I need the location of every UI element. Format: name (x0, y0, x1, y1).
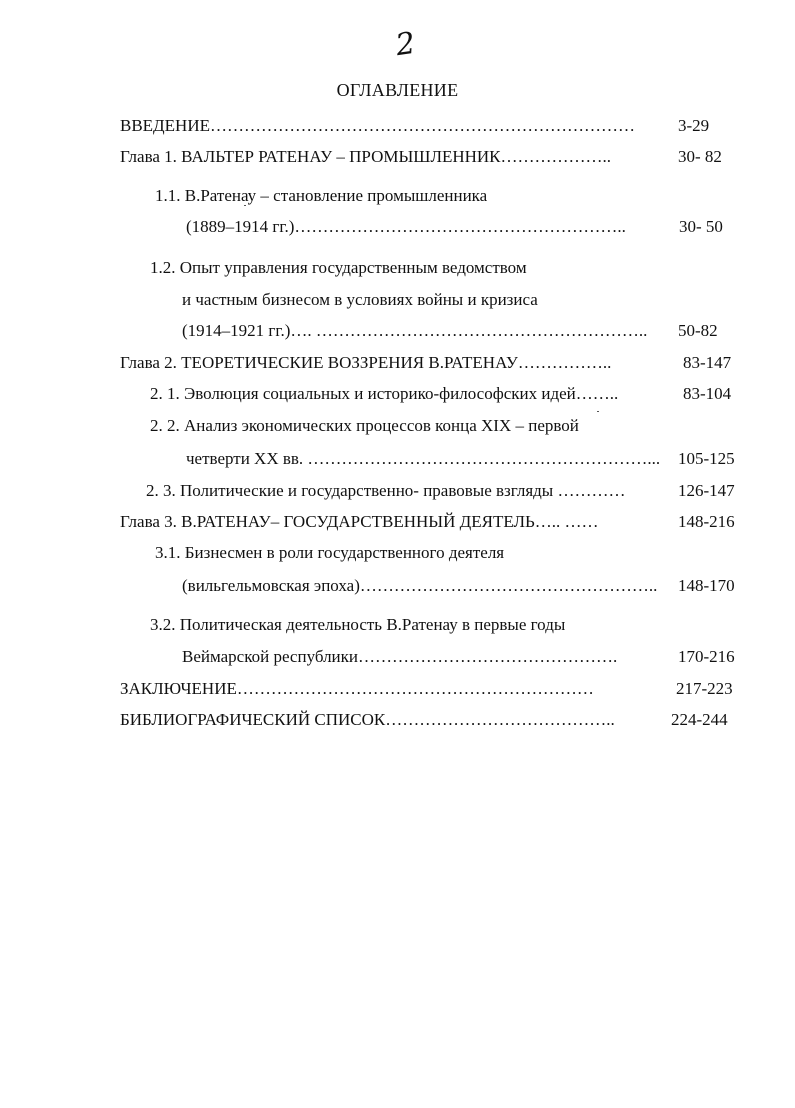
toc-entry-section-1-2-cont: и частным бизнесом в условиях войны и кризиса (182, 290, 538, 309)
toc-pages-section-2-2: 105-125 (678, 449, 735, 468)
toc-entry-section-1-2-cont2: (1914–1921 гг.)…. ………………………………………………….. (182, 321, 648, 340)
toc-pages-section-1-2: 50-82 (678, 321, 718, 340)
page-title: ОГЛАВЛЕНИЕ (336, 80, 459, 100)
toc-pages-chapter-2: 83-147 (683, 353, 732, 372)
toc-pages-chapter-3: 148-216 (678, 512, 735, 531)
toc-entry-section-1-1: 1.1. В.Ратенау – становление промышленника (155, 186, 488, 205)
scan-speck (244, 205, 246, 206)
toc-entry-section-2-2-cont: четверти XX вв. ……………………………………………………... (186, 449, 661, 468)
toc-entry-section-1-2: 1.2. Опыт управления государственным ведомством (150, 258, 527, 277)
toc-pages-section-3-1: 148-170 (678, 576, 735, 595)
toc-pages-section-2-1: 83-104 (683, 384, 732, 403)
toc-entry-intro: ВВЕДЕНИЕ………………………………………………………………… (120, 116, 635, 135)
toc-entry-chapter-3: Глава 3. В.РАТЕНАУ– ГОСУДАРСТВЕННЫЙ ДЕЯТЕЛЬ….. …… (120, 512, 599, 531)
toc-pages-section-3-2: 170-216 (678, 647, 735, 666)
toc-pages-section-1-1: 30- 50 (679, 217, 723, 236)
toc-pages-bibliography: 224-244 (671, 710, 728, 729)
toc-entry-section-2-2: 2. 2. Анализ экономических процессов конца XIX – первой (150, 416, 579, 435)
toc-pages-chapter-1: 30- 82 (678, 147, 722, 166)
toc-entry-section-3-1: 3.1. Бизнесмен в роли государственного деятеля (155, 543, 505, 562)
toc-pages-intro: 3-29 (678, 116, 710, 135)
handwritten-page-number: 2 (393, 25, 418, 64)
toc-entry-chapter-1: Глава 1. ВАЛЬТЕР РАТЕНАУ – ПРОМЫШЛЕННИК……………….. (120, 147, 612, 166)
toc-entry-conclusion: ЗАКЛЮЧЕНИЕ……………………………………………………… (120, 679, 594, 698)
toc-entry-section-2-3: 2. 3. Политические и государственно- правовые взгляды ………… (146, 481, 626, 500)
toc-entry-section-2-1: 2. 1. Эволюция социальных и историко-философских идей…….. (150, 384, 619, 403)
toc-pages-conclusion: 217-223 (676, 679, 733, 698)
toc-entry-section-3-2-cont: Веймарской республики………………………………………. (182, 647, 618, 666)
toc-entry-section-3-2: 3.2. Политическая деятельность В.Ратенау в первые годы (150, 615, 566, 634)
toc-entry-section-1-1-cont: (1889–1914 гг.)………………………………………………….. (186, 217, 626, 236)
toc-entry-bibliography: БИБЛИОГРАФИЧЕСКИЙ СПИСОК………………………………….. (120, 710, 615, 729)
toc-entry-chapter-2: Глава 2. ТЕОРЕТИЧЕСКИЕ ВОЗЗРЕНИЯ В.РАТЕНАУ…………….. (120, 353, 612, 372)
scan-speck (597, 411, 599, 412)
toc-entry-section-3-1-cont: (вильгельмовская эпоха)…………………………………………….. (182, 576, 658, 595)
toc-pages-section-2-3: 126-147 (678, 481, 735, 500)
